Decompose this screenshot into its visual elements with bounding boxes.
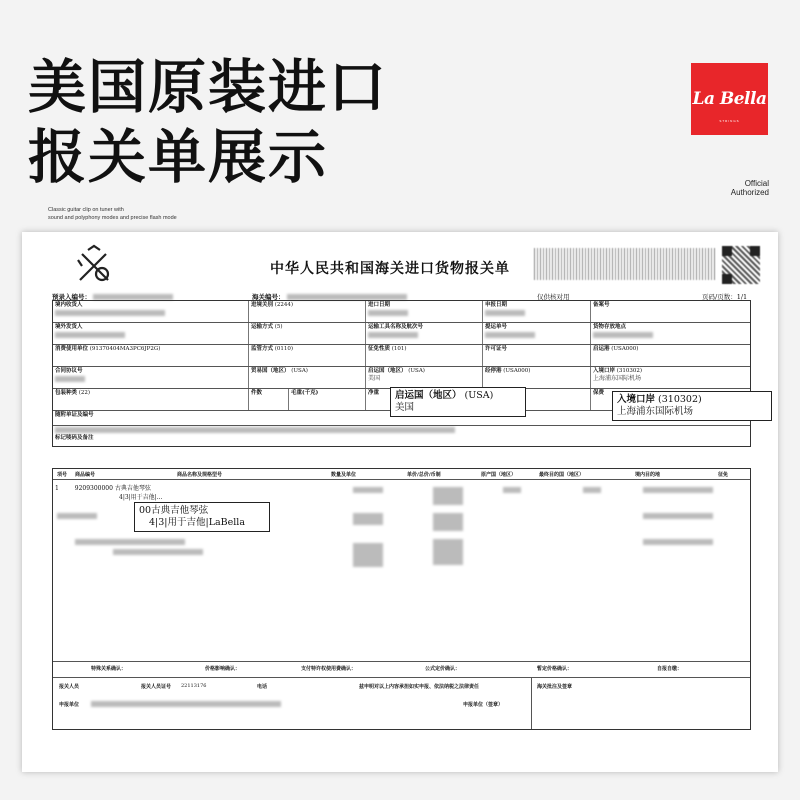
storage-cell [591, 323, 750, 344]
callout-origin-name: 美国 [395, 402, 415, 413]
special-relation-label: 特殊关系确认： [91, 666, 127, 672]
self-report-label: 自报自缴： [657, 666, 683, 672]
col-qty: 数量及单位 [331, 472, 357, 478]
redacted-value [593, 332, 653, 338]
supervision-label: 监管方式 [251, 346, 274, 352]
declarant-cert-label: 报关人员证号 [141, 684, 172, 690]
consumer-unit-cell [53, 345, 249, 366]
callout-origin-code: (USA) [464, 390, 494, 401]
departure-port-value: (USA000) [611, 346, 639, 352]
callout-port-name: 上海浦东国际机场 [617, 406, 694, 417]
bill-no-cell [483, 323, 591, 344]
col-tax: 征免 [718, 472, 729, 478]
redacted-value [583, 487, 601, 493]
redacted-value [485, 310, 525, 316]
transit-port-cell [483, 367, 591, 388]
declaring-unit-sign: 申报单位（签章） [463, 702, 504, 708]
import-date-label: 进口日期 [368, 302, 391, 308]
redacted-value [55, 376, 85, 382]
marks-cell [53, 426, 750, 446]
entry-port-label: 进境关别 [251, 302, 274, 308]
headline-line-2: 报关单展示 [28, 123, 329, 191]
header-divider [53, 479, 750, 480]
declaring-unit-label: 申报单位 [59, 702, 80, 708]
redacted-value [55, 332, 125, 338]
item-spec: 4|3|用于吉他|... [119, 494, 163, 501]
callout-goods-line-1: 00古典吉他琴弦 [139, 505, 209, 516]
gross-weight-label: 毛重(千克) [291, 390, 319, 396]
departure-port-cell [591, 345, 750, 366]
insurance-label: 保费 [593, 390, 605, 396]
col-domestic: 境内目的地 [635, 472, 661, 478]
entry-port2-name: 上海浦东国际机场 [593, 375, 642, 382]
col-origin: 原产国（地区） [481, 472, 517, 478]
declarant-label: 报关人员 [59, 684, 80, 690]
package-type-value: (22) [78, 390, 91, 396]
row-1 [53, 301, 750, 323]
footer-divider [53, 677, 750, 678]
redacted-value [353, 513, 383, 525]
declare-date-cell [483, 301, 591, 322]
logo-text: La Bella [692, 89, 767, 109]
net-weight-label: 净重 [368, 390, 380, 396]
trade-country-cell [249, 367, 366, 388]
entry-port2-label: 入境口岸 [593, 368, 616, 374]
transit-port-value: (USA000) [503, 368, 531, 374]
storage-label: 货物存放地点 [593, 324, 627, 330]
tax-nature-cell [366, 345, 483, 366]
callout-goods-line-2: 4|3|用于吉他|LaBella [149, 517, 246, 528]
package-type-cell [53, 389, 249, 410]
redacted-value [433, 539, 463, 565]
redacted-value [353, 543, 383, 567]
customs-emblem-icon [72, 244, 116, 288]
phone-label: 电话 [257, 684, 268, 690]
redacted-value [55, 427, 455, 433]
item-name: 古典吉他琴弦 [114, 485, 151, 492]
official-authorized [731, 179, 769, 197]
entry-port-value: (2244) [274, 302, 294, 308]
goods-callout [134, 502, 270, 532]
official-line-2: Authorized [730, 188, 769, 197]
document-title: 中华人民共和国海关进口货物报关单 [270, 261, 510, 277]
import-date-cell [366, 301, 483, 322]
col-dest: 最终目的国（地区） [539, 472, 585, 478]
barcode [534, 248, 716, 280]
redacted-value [113, 549, 203, 555]
subtext-line-1: Classic guitar clip on tuner with [48, 207, 124, 213]
transport-name-cell [366, 323, 483, 344]
entry-port-cell [249, 301, 366, 322]
origin-country-callout [390, 387, 526, 417]
redacted-value [368, 310, 408, 316]
redacted-value [433, 487, 463, 505]
overseas-shipper-cell [53, 323, 249, 344]
official-line-1: Official [744, 179, 769, 188]
goods-divider [53, 661, 750, 662]
item-code: 9209300000 [74, 485, 113, 492]
record-no-label: 备案号 [593, 302, 610, 308]
transport-mode-value: (5) [274, 324, 283, 330]
subtext-line-2: sound and polyphony modes and precise flash mode [48, 215, 177, 221]
redacted-value [643, 539, 713, 545]
row-4 [53, 367, 750, 389]
price-impact-label: 价格影响确认： [205, 666, 241, 672]
redacted-value [643, 487, 713, 493]
trade-country-value: (USA) [291, 368, 308, 374]
redacted-value [368, 332, 418, 338]
supervision-cell [249, 345, 366, 366]
consignee-cell [53, 301, 249, 322]
origin-country-cell [366, 367, 483, 388]
col-name: 商品名称及规格型号 [177, 472, 223, 478]
declare-date-label: 申报日期 [485, 302, 508, 308]
redacted-value [57, 513, 97, 519]
page-count: 页码/页数：1/1 [702, 293, 748, 301]
col-code: 商品编号 [75, 472, 96, 478]
redacted-value [485, 332, 535, 338]
redacted-value [75, 539, 185, 545]
consignee-label: 境内收货人 [55, 302, 83, 308]
row-3 [53, 345, 750, 367]
qr-code [722, 246, 760, 284]
transport-mode-cell [249, 323, 366, 344]
license-no-cell [483, 345, 591, 366]
provisional-label: 暂定价格确认： [537, 666, 573, 672]
entry-port-callout [612, 391, 772, 421]
bill-no-label: 提运单号 [485, 324, 508, 330]
transport-mode-label: 运输方式 [251, 324, 274, 330]
item-no: 1 [55, 485, 59, 492]
goods-header [53, 469, 750, 477]
redacted-value [55, 310, 165, 316]
goods-item-1 [55, 483, 151, 492]
entry-port2-cell [591, 367, 750, 388]
marks-label: 标记唛码及备注 [55, 434, 94, 441]
callout-port-title: 入境口岸 [617, 394, 656, 405]
contract-no-cell [53, 367, 249, 388]
package-type-label: 包装种类 [55, 390, 78, 396]
callout-port-code: (310302) [658, 394, 702, 405]
headline-line-1: 美国原装进口 [28, 53, 389, 121]
formula-label: 公式定价确认： [425, 666, 461, 672]
col-price: 单价/总价/币制 [407, 472, 441, 478]
declarant-cert-value: 22113176 [181, 683, 207, 689]
redacted-value [643, 513, 713, 519]
royalty-label: 支付特许权使用费确认： [301, 666, 357, 672]
origin-country-label: 启运国（地区） [368, 368, 407, 374]
origin-country-name: 美国 [368, 375, 381, 382]
declaration-statement: 兹申明对以上内容承担如实申报、依法纳税之法律责任 [359, 684, 480, 690]
record-no-cell [591, 301, 750, 322]
pre-entry-label: 预录入编号： [52, 293, 91, 301]
verify-note: 仅供核对用 [537, 293, 570, 301]
departure-port-label: 启运港 [593, 346, 610, 352]
trade-country-label: 贸易国（地区） [251, 368, 290, 374]
redacted-value [91, 701, 281, 707]
redacted-value [433, 513, 463, 531]
callout-origin-title: 启运国（地区） [395, 390, 462, 401]
overseas-shipper-label: 境外发货人 [55, 324, 83, 330]
customs-no-label: 海关编号： [252, 293, 285, 301]
row-7 [53, 426, 750, 446]
transit-port-label: 经停港 [485, 368, 502, 374]
tax-nature-value: (101) [391, 346, 407, 352]
pieces-label: 件数 [251, 390, 263, 396]
origin-country-value: (USA) [408, 368, 425, 374]
customs-note-label: 海关批注及签章 [537, 684, 573, 690]
header-fields-grid [52, 300, 751, 447]
consumer-unit-label: 消费使用单位 [55, 346, 89, 352]
logo-sub: STRINGS [719, 119, 740, 123]
license-no-label: 许可证号 [485, 346, 508, 352]
attached-docs-label: 随附单证及编号 [55, 412, 94, 418]
tax-nature-label: 征免性质 [368, 346, 391, 352]
supervision-value: (0110) [274, 346, 294, 352]
entry-port2-value: (310302) [616, 368, 643, 374]
col-no: 项号 [57, 472, 68, 478]
pieces-cell [249, 389, 289, 410]
contract-no-label: 合同协议号 [55, 368, 83, 374]
transport-name-label: 运输工具名称及航次号 [368, 324, 424, 330]
labella-logo [691, 63, 768, 135]
consumer-unit-value: (91370404MA3PC6JP2G) [89, 346, 161, 352]
subtext [48, 206, 177, 222]
redacted-value [353, 487, 383, 493]
gross-weight-cell [289, 389, 366, 410]
footer-vertical-divider [531, 677, 532, 729]
redacted-value [503, 487, 521, 493]
row-2 [53, 323, 750, 345]
